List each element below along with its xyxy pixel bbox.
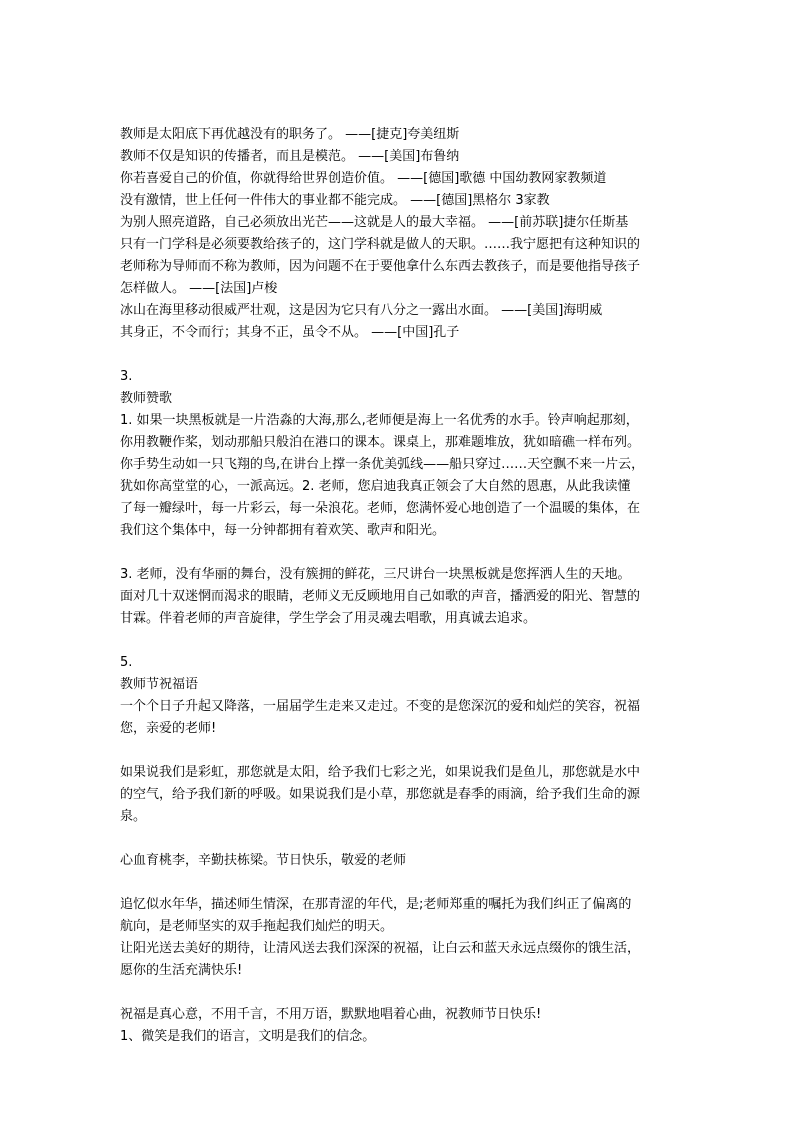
quote-line: 教师不仅是知识的传播者，而且是模范。 ——[美国]布鲁纳: [120, 149, 460, 164]
quote-line: 只有一门学科是必须要教给孩子的，这门学科就是做人的天职。……我宁愿把有这种知识的: [120, 237, 641, 252]
blank-line: [120, 828, 720, 850]
paragraph-line: 你用教鞭作桨，划动那船只般泊在港口的课本。课桌上，那难题堆放，犹如暗礁一样布列。: [120, 435, 641, 450]
paragraph-line: 1、微笑是我们的语言，文明是我们的信念。: [120, 1029, 376, 1044]
paragraph-line: 心血育桃李，辛勤扶栋梁。节日快乐，敬爱的老师: [120, 853, 407, 868]
paragraph-line: 1. 如果一块黑板就是一片浩淼的大海,那么,老师便是海上一名优秀的水手。铃声响起那刻，: [120, 413, 639, 428]
quote-line: 为别人照亮道路，自己必须放出光芒——这就是人的最大幸福。 ——[前苏联]捷尔任斯基: [120, 215, 629, 230]
section-title: 教师节祝福语: [120, 677, 199, 692]
paragraph-line: 了每一瓣绿叶，每一片彩云，每一朵浪花。老师，您满怀爱心地创造了一个温暖的集体，在: [120, 501, 641, 516]
paragraph-line: 如果说我们是彩虹，那您就是太阳，给予我们七彩之光，如果说我们是鱼儿，那您就是水中: [120, 765, 641, 780]
paragraph-line: 犹如你高堂堂的心，一派高远。2. 老师，您启迪我真正领会了大自然的恩惠，从此我读懂: [120, 479, 631, 494]
quote-line: 没有激情，世上任何一件伟大的事业都不能完成。 ——[德国]黑格尔 3家教: [120, 193, 550, 208]
paragraph-line: 泉。: [120, 809, 147, 824]
paragraph-line: 您，亲爱的老师!: [120, 721, 217, 736]
paragraph-line: 你手势生动如一只飞翔的鸟,在讲台上撑一条优美弧线——船只穿过……天空飘不来一片云，: [120, 457, 645, 472]
quote-line: 冰山在海里移动很威严壮观，这是因为它只有八分之一露出水面。 ——[美国]海明威: [120, 303, 603, 318]
paragraph-line: 愿你的生活充满快乐!: [120, 963, 243, 978]
paragraph-line: 甘霖。伴着老师的声音旋律，学生学会了用灵魂去唱歌，用真诚去追求。: [120, 611, 537, 626]
blank-line: [120, 630, 720, 652]
blank-line: [120, 982, 720, 1004]
blank-line: [120, 872, 720, 894]
blank-line: [120, 740, 720, 762]
quotes-block: [120, 124, 720, 344]
quote-line: 老师称为导师而不称为教师，因为问题不在于要他拿什么东西去教孩子，而是要他指导孩子: [120, 259, 641, 274]
paragraph-line: 一个个日子升起又降落，一届届学生走来又走过。不变的是您深沉的爱和灿烂的笑容，祝福: [120, 699, 641, 714]
section-5: [120, 652, 720, 1048]
document-page: [120, 124, 720, 1048]
blank-line: [120, 542, 720, 564]
section-3: [120, 366, 720, 630]
blank-line: [120, 344, 720, 366]
quote-line: 你若喜爱自己的价值，你就得给世界创造价值。 ——[德国]歌德 中国幼教网家教频道: [120, 171, 607, 186]
paragraph-line: 让阳光送去美好的期待，让清风送去我们深深的祝福，让白云和蓝天永远点缀你的饿生活，: [120, 941, 641, 956]
paragraph-line: 的空气，给予我们新的呼吸。如果说我们是小草，那您就是春季的雨滴，给予我们生命的源: [120, 787, 641, 802]
section-number: 5.: [120, 655, 133, 670]
quote-line: 其身正，不令而行；其身不正，虽令不从。 ——[中国]孔子: [120, 325, 460, 340]
quote-line: 教师是太阳底下再优越没有的职务了。 ——[捷克]夸美纽斯: [120, 127, 460, 142]
section-number: 3.: [120, 369, 133, 384]
paragraph-line: 航向，是老师坚实的双手拖起我们灿烂的明天。: [120, 919, 394, 934]
paragraph-line: 面对几十双迷惘而渴求的眼睛，老师义无反顾地用自己如歌的声音，播洒爱的阳光、智慧的: [120, 589, 641, 604]
paragraph-line: 3. 老师，没有华丽的舞台，没有簇拥的鲜花，三尺讲台一块黑板就是您挥洒人生的天地。: [120, 567, 631, 582]
paragraph-line: 追忆似水年华，描述师生情深，在那青涩的年代，是;老师郑重的嘱托为我们纠正了偏离的: [120, 897, 632, 912]
paragraph-line: 我们这个集体中，每一分钟都拥有着欢笑、歌声和阳光。: [120, 523, 446, 538]
section-title: 教师赞歌: [120, 391, 173, 406]
paragraph-line: 祝福是真心意，不用千言，不用万语，默默地唱着心曲，祝教师节日快乐!: [120, 1007, 542, 1022]
quote-line: 怎样做人。 ——[法国]卢梭: [120, 281, 278, 296]
